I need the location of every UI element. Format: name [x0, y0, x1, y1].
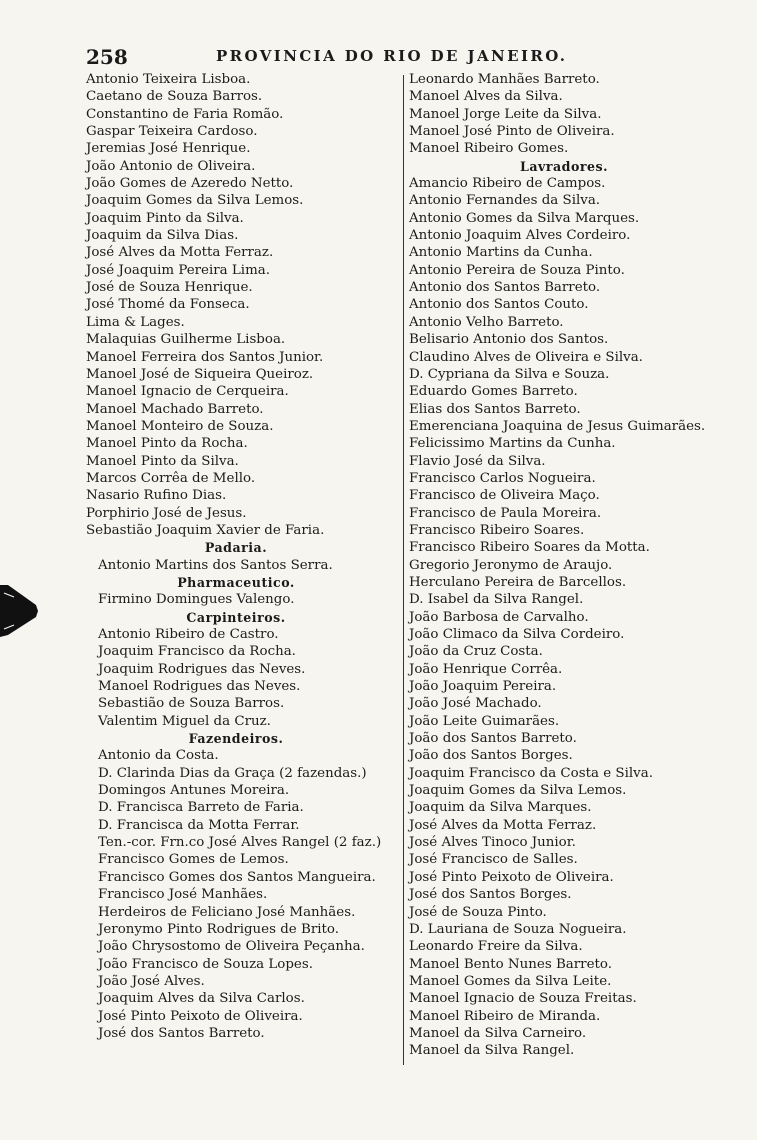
list-item: Manoel Ribeiro de Miranda.: [409, 1008, 601, 1024]
list-item: Antonio Velho Barreto.: [409, 314, 564, 330]
list-item: José Alves Tinoco Junior.: [409, 835, 576, 851]
margin-tab-mark: [0, 583, 40, 639]
list-item: Joaquim Francisco da Costa e Silva.: [409, 765, 653, 781]
heading-lavradores: Lavradores.: [520, 158, 608, 174]
list-item: D. Lauriana de Souza Nogueira.: [409, 921, 627, 937]
list-item: José Thomé da Fonseca.: [86, 297, 250, 313]
list-item: Antonio dos Santos Barreto.: [409, 280, 601, 296]
list-item: Sebastião Joaquim Xavier de Faria.: [86, 522, 325, 538]
list-item: João Gomes de Azeredo Netto.: [86, 176, 294, 192]
list-item: José Alves da Motta Ferraz.: [409, 817, 597, 833]
list-item: Gregorio Jeronymo de Araujo.: [409, 557, 613, 573]
list-item: Manoel José Pinto de Oliveira.: [409, 124, 615, 140]
list-item: Joaquim Francisco da Rocha.: [98, 644, 296, 660]
list-item: José de Souza Pinto.: [409, 904, 547, 920]
list-item: Antonio Pereira de Souza Pinto.: [409, 262, 625, 278]
list-item: Sebastião de Souza Barros.: [98, 696, 285, 712]
list-pharmaceutico: [86, 591, 404, 608]
list-item: D. Isabel da Silva Rangel.: [409, 592, 584, 608]
list-item: D. Clarinda Dias da Graça (2 fazendas.): [98, 765, 367, 781]
list-item: Flavio José da Silva.: [409, 453, 546, 469]
list-item: Francisco de Oliveira Maço.: [409, 488, 600, 504]
list-item: Joaquim Pinto da Silva.: [86, 210, 244, 226]
list-item: Eduardo Gomes Barreto.: [409, 384, 578, 400]
list-item: Manoel Gomes da Silva Leite.: [409, 973, 612, 989]
list-item: Felicissimo Martins da Cunha.: [409, 436, 616, 452]
list-residents-continued: [409, 71, 729, 158]
list-item: Manoel José de Siqueira Queiroz.: [86, 366, 314, 382]
list-item: Joaquim da Silva Marques.: [409, 800, 592, 816]
list-item: Herculano Pereira de Barcellos.: [409, 574, 627, 590]
right-column: [409, 71, 729, 1060]
list-item: Gaspar Teixeira Cardoso.: [86, 124, 258, 140]
list-item: Antonio Joaquim Alves Cordeiro.: [409, 228, 631, 244]
list-item: Manoel Bento Nunes Barreto.: [409, 956, 612, 972]
list-item: Francisco Gomes dos Santos Mangueira.: [98, 869, 376, 885]
list-item: Emerenciana Joaquina de Jesus Guimarães.: [409, 418, 706, 434]
list-residents: [86, 71, 404, 539]
list-item: Joaquim Alves da Silva Carlos.: [98, 991, 305, 1007]
list-item: Francisco de Paula Moreira.: [409, 505, 602, 521]
list-item: José Pinto Peixoto de Oliveira.: [98, 1008, 303, 1024]
list-item: Leonardo Freire da Silva.: [409, 939, 583, 955]
running-title: PROVINCIA DO RIO DE JANEIRO.: [216, 47, 568, 65]
list-item: Manoel Pinto da Silva.: [86, 453, 239, 469]
list-item: Antonio Martins da Cunha.: [409, 245, 593, 261]
list-item: D. Cypriana da Silva e Souza.: [409, 366, 610, 382]
list-item: Nasario Rufino Dias.: [86, 488, 227, 504]
list-item: Manoel Ferreira dos Santos Junior.: [86, 349, 324, 365]
heading-fazendeiros: Fazendeiros.: [188, 731, 284, 747]
heading-padaria: Padaria.: [204, 540, 268, 556]
list-item: João José Alves.: [98, 973, 205, 989]
list-item: José dos Santos Borges.: [409, 887, 572, 903]
heading-carpinteiros: Carpinteiros.: [186, 609, 286, 625]
list-item: Manoel Pinto da Rocha.: [86, 436, 248, 452]
list-item: Manoel Rodrigues das Neves.: [98, 679, 301, 695]
list-item: Elias dos Santos Barreto.: [409, 401, 581, 417]
list-item: João José Machado.: [409, 696, 542, 712]
list-item: João da Cruz Costa.: [409, 644, 543, 660]
list-item: Firmino Domingues Valengo.: [98, 592, 295, 608]
list-item: Antonio Teixeira Lisboa.: [86, 72, 251, 87]
list-item: Antonio Ribeiro de Castro.: [98, 627, 279, 642]
list-item: José Joaquim Pereira Lima.: [86, 262, 271, 278]
list-item: Manoel Jorge Leite da Silva.: [409, 106, 602, 122]
list-item: José Alves da Motta Ferraz.: [86, 245, 274, 261]
list-item: Antonio Fernandes da Silva.: [409, 193, 601, 209]
list-item: Marcos Corrêa de Mello.: [86, 470, 256, 486]
list-item: Ten.-cor. Frn.co José Alves Rangel (2 faz.): [98, 835, 382, 851]
list-item: João Climaco da Silva Cordeiro.: [409, 627, 625, 642]
list-item: Jeronymo Pinto Rodrigues de Brito.: [98, 921, 339, 937]
list-item: Manoel Ribeiro Gomes.: [409, 141, 569, 157]
list-item: Joaquim Gomes da Silva Lemos.: [409, 783, 627, 799]
list-item: João dos Santos Borges.: [409, 748, 573, 764]
list-item: Manoel Ignacio de Souza Freitas.: [409, 991, 637, 1007]
list-item: Antonio Gomes da Silva Marques.: [409, 210, 640, 226]
list-item: Manoel Alves da Silva.: [409, 89, 563, 105]
list-item: Francisco Gomes de Lemos.: [98, 852, 289, 868]
list-item: Francisco José Manhães.: [98, 887, 268, 903]
list-item: Porphirio José de Jesus.: [86, 505, 247, 521]
page-number: 258: [86, 45, 128, 69]
list-item: Amancio Ribeiro de Campos.: [409, 176, 606, 192]
list-item: Constantino de Faria Romão.: [86, 106, 284, 122]
list-item: Jeremias José Henrique.: [86, 141, 251, 157]
list-item: João Barbosa de Carvalho.: [409, 609, 589, 625]
list-item: Francisco Ribeiro Soares.: [409, 522, 585, 538]
list-item: Lima & Lages.: [86, 314, 185, 330]
list-item: José Pinto Peixoto de Oliveira.: [409, 869, 614, 885]
list-item: Leonardo Manhães Barreto.: [409, 72, 600, 87]
list-item: Joaquim da Silva Dias.: [86, 228, 239, 244]
list-item: Joaquim Gomes da Silva Lemos.: [86, 193, 304, 209]
list-item: Malaquias Guilherme Lisboa.: [86, 332, 286, 348]
list-item: João Chrysostomo de Oliveira Peçanha.: [98, 939, 365, 955]
list-fazendeiros: [86, 747, 404, 1042]
list-item: D. Francisca Barreto de Faria.: [98, 800, 304, 816]
list-lavradores: [409, 175, 729, 1060]
list-item: Antonio dos Santos Couto.: [409, 297, 589, 313]
list-item: Francisco Carlos Nogueira.: [409, 470, 596, 486]
list-item: Manoel Machado Barreto.: [86, 401, 264, 417]
list-padaria: [86, 557, 404, 574]
list-item: Antonio Martins dos Santos Serra.: [98, 557, 333, 573]
list-item: Manoel Ignacio de Cerqueira.: [86, 384, 289, 400]
list-item: José Francisco de Salles.: [409, 852, 578, 868]
list-item: Manoel da Silva Rangel.: [409, 1043, 575, 1059]
list-item: João Francisco de Souza Lopes.: [98, 956, 313, 972]
list-item: João Leite Guimarães.: [409, 713, 560, 729]
list-item: João Henrique Corrêa.: [409, 661, 563, 677]
list-item: João dos Santos Barreto.: [409, 731, 577, 747]
list-item: Caetano de Souza Barros.: [86, 89, 263, 105]
list-item: Valentim Miguel da Cruz.: [98, 713, 271, 729]
list-item: Francisco Ribeiro Soares da Motta.: [409, 540, 650, 556]
heading-pharmaceutico: Pharmaceutico.: [177, 574, 295, 590]
list-item: Domingos Antunes Moreira.: [98, 783, 290, 799]
page-header: [86, 45, 716, 69]
list-item: Belisario Antonio dos Santos.: [409, 332, 609, 348]
list-carpinteiros: [86, 626, 404, 730]
list-item: Manoel da Silva Carneiro.: [409, 1025, 587, 1041]
list-item: Joaquim Rodrigues das Neves.: [98, 661, 306, 677]
list-item: José de Souza Henrique.: [86, 280, 253, 296]
list-item: D. Francisca da Motta Ferrar.: [98, 817, 300, 833]
list-item: João Antonio de Oliveira.: [86, 158, 256, 174]
list-item: João Joaquim Pereira.: [409, 679, 557, 695]
left-column: [86, 71, 404, 1042]
list-item: Herdeiros de Feliciano José Manhães.: [98, 904, 356, 920]
list-item: Claudino Alves de Oliveira e Silva.: [409, 349, 643, 365]
list-item: José dos Santos Barreto.: [98, 1025, 265, 1041]
list-item: Manoel Monteiro de Souza.: [86, 418, 274, 434]
list-item: Antonio da Costa.: [98, 748, 219, 764]
